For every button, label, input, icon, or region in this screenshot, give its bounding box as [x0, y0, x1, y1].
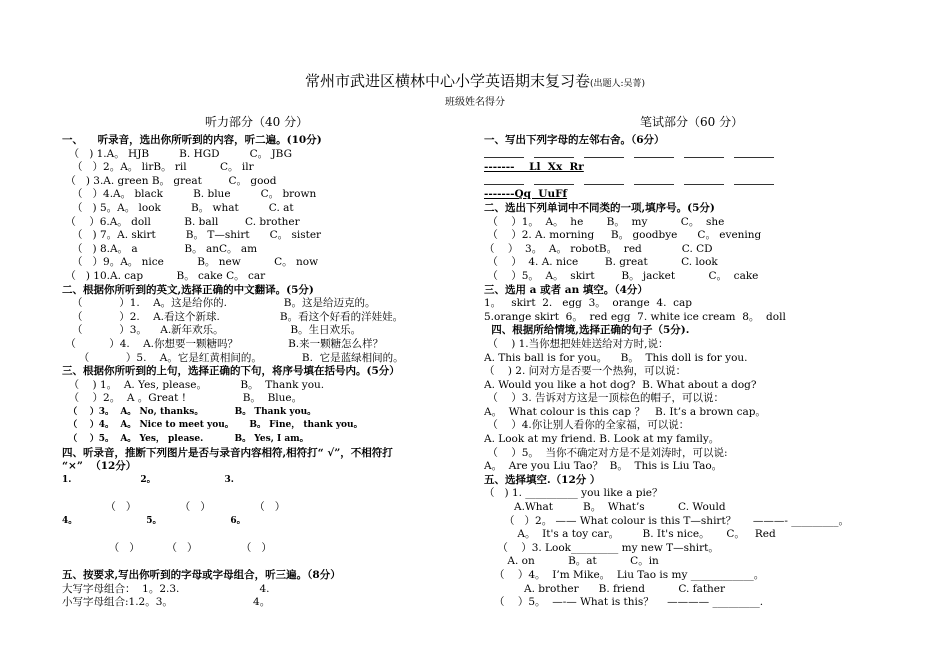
writing-s4-item: （ ）5。 当你不确定对方是不是刘涛时，可以说:: [484, 446, 728, 459]
writing-s4-item: （ ) 2. 问对方是否要一个热狗，可以说：: [484, 365, 687, 378]
listening-s1-item: （ ) 5。A。 look B。 what C. at: [62, 201, 294, 214]
writing-s5-item: A. on B。at C。in: [484, 555, 659, 568]
listening-s2-heading: 二、根据你所听到的英文,选择正确的中文翻译。(5分): [62, 283, 314, 296]
writing-s3-heading: 三、选用 a 或者 an 填空。（4分）: [484, 283, 648, 296]
writing-s4-item: （ ) 1.当你想把娃娃送给对方时,说：: [484, 337, 669, 350]
listening-s4-heading-cont: “×” （12分）: [62, 460, 137, 473]
listening-s2-item: （ ）3。 A.新年欢乐。 B。生日欢乐。: [62, 324, 362, 337]
listening-s5-item: 小写字母组合:1.2。3。 4。: [62, 596, 271, 609]
writing-s2-item: （ ）5。 A。 skirt B。 jacket C。 cake: [484, 269, 759, 282]
listening-s1-item: （ ) 1.A。 HJB B. HGD C。 JBG: [62, 147, 292, 160]
letter-row-2: -------Qq UuFf: [484, 188, 568, 201]
listening-s2-item: （ ）1. A。这是给你的. B。这是给迈克的。: [62, 297, 376, 310]
listening-s3-item: （ ）4。 A。 Nice to meet you。 B。 Fine， thank you。: [62, 420, 363, 431]
listening-s1-item: （ ）6.A。 doll B. ball C. brother: [62, 215, 300, 228]
letter-blanks-row: [484, 175, 894, 189]
listening-s1-item: （ ) 3.A. green B。 great C。 good: [62, 174, 277, 187]
letter-row-1: ------- Ll Xx Rr: [484, 161, 584, 174]
writing-s4-item: A. Look at my friend. B. Look at my family。: [484, 433, 720, 446]
writing-section: [484, 134, 894, 610]
listening-s2-item: （ ）2. A.看这个新球. B。看这个好看的洋娃娃。: [62, 310, 404, 323]
writing-s3-item: 1。 skirt 2. egg 3。 orange 4. cap: [484, 297, 692, 310]
listening-s3-item: （ ）5。 A。 Yes， please. B。 Yes, I am。: [62, 434, 309, 445]
writing-s5-item: A.What B。 What’s C. Would: [484, 501, 726, 514]
listening-s5-heading: 五、按要求,写出你听到的字母或字母组合，听三遍。（8分）: [62, 569, 341, 581]
listening-s5-item: 大写字母组合： 1。2.3. 4.: [62, 582, 270, 595]
listening-s2-item: （ ）4. A.你想要一颗糖吗？ B.来一颗糖怎么样？: [62, 337, 384, 350]
listening-part-title: 听力部分（40 分）: [205, 115, 309, 129]
picture-space: [62, 528, 457, 542]
writing-s2-item: （ ） 4. A. nice B. great C. look: [484, 256, 718, 269]
picture-brackets-row-1: （ ） （ ） （ ）: [62, 501, 286, 514]
writing-s5-item: A。 It's a toy car。 B. It's nice。 C。 Red: [484, 528, 776, 541]
writing-s3-item: 5.orange skirt 6。 red egg 7. white ice cream 8。 doll: [484, 310, 786, 323]
listening-s1-item: （ ）9。A。 nice B。 new C。 now: [62, 256, 319, 269]
listening-s1-item: （ ) 10.A. cap B。 cake C。 car: [62, 269, 266, 282]
writing-s5-item: A. brother B. friend C. father: [484, 582, 726, 595]
writing-s2-heading: 二、选出下列单词中不同类的一项,填序号。(5分): [484, 201, 715, 214]
picture-space: [62, 555, 457, 569]
writing-part-title: 笔试部分（60 分）: [640, 115, 744, 129]
class-name-score-line: 班级姓名得分: [445, 97, 505, 108]
writing-s4-item: A. Would you like a hot dog? B. What about a dog?: [484, 378, 757, 391]
writing-s5-item: （ ）3. Look_________ my new T—shirt。: [484, 541, 719, 554]
listening-s1-item: （ ）4.A。 black B. blue C。 brown: [62, 188, 317, 201]
writing-s4-item: （ ）3. 告诉对方这是一顶棕色的帽子，可以说：: [484, 392, 725, 405]
exam-title: 常州市武进区横林中心小学英语期末复习卷: [304, 72, 590, 90]
picture-labels-row-1: 1. 2。 3.: [62, 474, 234, 485]
writing-s5-item: （ ）4。 I’m Mike。 Liu Tao is my ____________。: [484, 569, 765, 581]
listening-s3-item: （ ）3。 A。 No, thanks。 B。 Thank you。: [62, 406, 317, 417]
listening-s1-item: （ ) 8.A。 a B。 anC。 am: [62, 242, 258, 255]
writing-s5-item: （ ）2。 —— What colour is this T—shirt？ ———- _________。: [484, 514, 849, 527]
writing-s2-item: （ ）1。 A。 he B。 my C。 she: [484, 215, 725, 228]
listening-s3-item: （ ) 1。 A. Yes, please。 B。 Thank you.: [62, 378, 325, 391]
writing-s5-item: （ ）5。 —-— What is this？ ———— _________.: [484, 596, 764, 609]
writing-s4-item: A. This ball is for you。 B。 This doll is for you.: [484, 351, 748, 364]
listening-s2-item: （ ）5. A。它是红黄相间的。 B. 它是蓝绿相间的。: [62, 351, 404, 364]
listening-s3-heading: 三、根据你所听到的上句，选择正确的下句，将序号填在括号内。(5分）: [62, 365, 400, 378]
listening-s1-heading: 一、 听录音，选出你所听到的内容，听二遍。(10分): [62, 134, 322, 146]
listening-s1-item: （ ）2。A。 lirB。 ril C。 ilr: [62, 161, 254, 174]
listening-section: [62, 134, 457, 610]
listening-s3-item: （ ）2。 A 。Great ! B。 Blue。: [62, 392, 303, 405]
writing-s5-heading: 五、选择填空.（12分 ）: [484, 473, 601, 486]
writing-s5-item: （ ) 1. __________ you like a pie？: [484, 487, 663, 500]
letter-blanks-row: [484, 148, 894, 162]
picture-labels-row-2: 4。 5。 6。: [62, 515, 246, 526]
picture-brackets-row-2: （ ） （ ） （ ）: [62, 541, 272, 554]
listening-s1-item: （ ) 7。A. skirt B。 T—shirt C。 sister: [62, 229, 322, 242]
writing-s2-item: （ ） 3。 A。 robotB。 red C. CD: [484, 242, 713, 255]
listening-s4-heading: 四、听录音，推断下列图片是否与录音内容相符,相符打“ √”，不相符打: [62, 446, 393, 459]
writing-s4-item: A。 What colour is this cap ？ B. It’s a brown cap。: [484, 405, 766, 418]
picture-space: [62, 487, 457, 501]
writing-s4-item: A。 Are you Liu Tao？ B。 This is Liu Tao。: [484, 460, 723, 473]
exam-author: (出题人:吴菁): [589, 79, 646, 89]
writing-s4-item: （ ）4.你让别人看你的全家福，可以说：: [484, 419, 690, 432]
writing-s4-heading: 四、根据所给情境,选择正确的句子（5分).: [484, 324, 690, 337]
writing-s2-item: （ ）2. A. morning B。 goodbye C。 evening: [484, 229, 762, 242]
writing-s1-heading: 一、写出下列字母的左邻右舍。（6分）: [484, 134, 665, 146]
page-title: [0, 70, 950, 91]
